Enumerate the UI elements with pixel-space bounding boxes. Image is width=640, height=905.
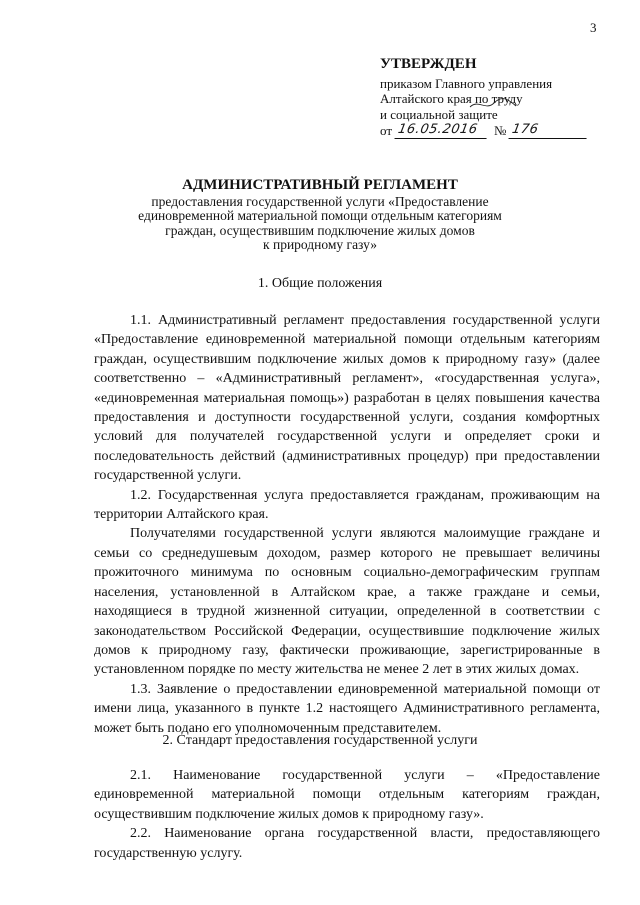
document-subtitle-line: к природному газу»	[263, 237, 377, 252]
document-subtitle-line: граждан, осуществившим подключение жилых домов	[165, 222, 475, 238]
document-subtitle-line: единовременной материальной помощи отдельным категориям	[138, 208, 502, 223]
paragraph: 2.2. Наименование органа государственной власти, предоставляющего государственную услугу.	[94, 826, 600, 861]
page-number: 3	[590, 20, 597, 35]
document-title: АДМИНИСТРАТИВНЫЙ РЕГЛАМЕНТ	[182, 177, 458, 193]
paragraph: 1.1. Административный регламент предоставления государственной услуги «Предоставление единовременной материальной помощи отдельным категориям граждан, осуществившим подключение жилых домов к природному газу» (далее соответственно – «Административный регламент», «государственная услуга», «единовременная материальная помощь») разработан в целях повышения качества предоставления и доступности государственной услуги, создания комфортных условий для получателей государственной услуги и определяет сроки и последовательность действий (административных процедур) при предоставлении государственной услуги.	[94, 313, 600, 484]
document-heading	[0, 178, 640, 253]
paragraph: 1.2. Государственная услуга предоставляется гражданам, проживающим на территории Алтайского края.	[94, 487, 600, 523]
section-2-body	[94, 766, 600, 863]
document-subtitle-line: предоставления государственной услуги «Предоставление	[151, 193, 489, 209]
approval-title: УТВЕРЖДЕН	[380, 56, 477, 72]
section-title: 2. Стандарт предоставления государственной услуги	[162, 733, 478, 748]
paragraph: Получателями государственной услуги являются малоимущие граждане и семьи со среднедушевым доходом, размер которого не превышает величины прожиточного минимума по основным социально-демографическим группам населения, установленной в Алтайском крае, а также граждане и семьи, находящиеся в трудной жизненной ситуации, определенной в соответствии с законодательством Российской Федерации, осуществившие подключение жилых домов к природному газу, фактически проживающие, зарегистрированные в установленном порядке по месту жительства не менее 2 лет в этих жилых домах.	[94, 526, 600, 678]
number-prefix: №	[494, 123, 507, 138]
approval-line-3: и социальной защите	[380, 106, 498, 122]
paragraph: 1.3. Заявление о предоставлении единовременной материальной помощи от имени лица, указанного в пункте 1.2 настоящего Административного регламента, может быть подано его уполномоченным представителем.	[94, 681, 600, 736]
signature-scribble	[468, 97, 518, 111]
handwritten-number: 176	[509, 122, 590, 139]
handwritten-date: 16.05.2016	[395, 122, 490, 139]
approval-line-2: Алтайского края по труду	[380, 91, 523, 106]
approval-date-row	[380, 122, 610, 139]
section-1-body	[94, 311, 600, 738]
date-prefix: от	[380, 123, 393, 138]
paragraph: 2.1. Наименование государственной услуги – «Предоставление единовременной материальной помощи отдельным категориям граждан, осуществившим подключение жилых домов к природному газу».	[94, 768, 600, 822]
approval-line-1: приказом Главного управления	[380, 75, 553, 91]
section-title: 1. Общие положения	[257, 276, 383, 291]
